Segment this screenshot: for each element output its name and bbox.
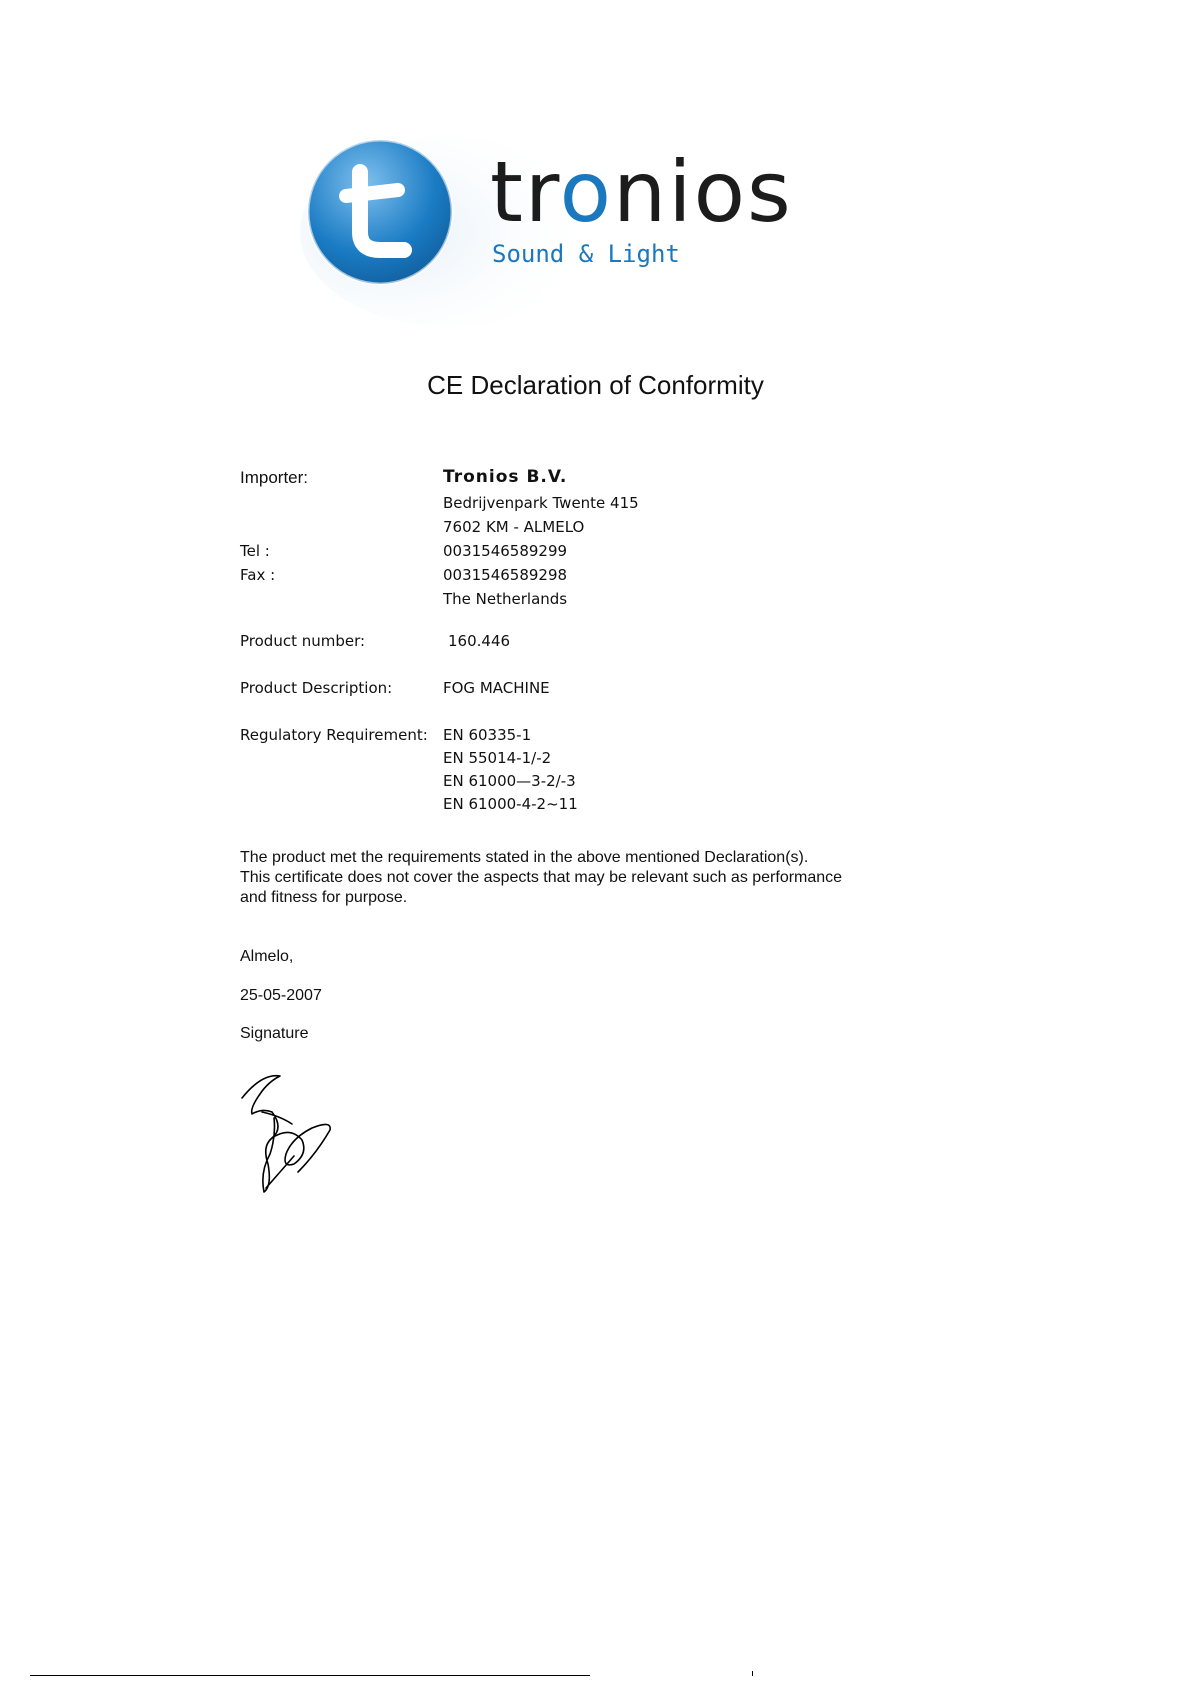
- importer-country: The Netherlands: [443, 590, 568, 608]
- requirement-item: EN 61000-4-2~11: [443, 795, 578, 813]
- requirement-item: EN 60335-1: [443, 726, 532, 744]
- fax-value: 0031546589298: [443, 566, 568, 584]
- tel-value: 0031546589299: [443, 542, 568, 560]
- footer-mark: [752, 1671, 753, 1676]
- tel-label: Tel :: [240, 542, 270, 560]
- regulatory-label: Regulatory Requirement:: [240, 726, 428, 744]
- product-number: 160.446: [448, 632, 511, 650]
- signature-label: Signature: [240, 1025, 309, 1042]
- importer-company: Tronios B.V.: [443, 467, 568, 487]
- logo-wordmark: tronios: [490, 143, 793, 241]
- requirement-item: EN 61000—3-2/-3: [443, 772, 576, 790]
- conformity-statement: [240, 848, 960, 908]
- document-title: CE Declaration of Conformity: [427, 370, 764, 400]
- footer-rule: [30, 1675, 590, 1676]
- logo-tagline: Sound & Light: [492, 240, 680, 268]
- importer-label: Importer:: [240, 468, 309, 487]
- importer-city: 7602 KM - ALMELO: [443, 518, 585, 536]
- signoff-place: Almelo,: [240, 948, 294, 965]
- statement-line: The product met the requirements stated in the above mentioned Declaration(s).: [240, 849, 809, 866]
- signoff-date: 25-05-2007: [240, 987, 322, 1004]
- product-description-label: Product Description:: [240, 679, 393, 697]
- statement-line: and fitness for purpose.: [240, 889, 408, 906]
- product-number-label: Product number:: [240, 632, 366, 650]
- fax-label: Fax :: [240, 566, 276, 584]
- requirement-item: EN 55014-1/-2: [443, 749, 552, 767]
- handwritten-signature: [232, 1068, 352, 1198]
- importer-street: Bedrijvenpark Twente 415: [443, 494, 639, 512]
- product-description: FOG MACHINE: [443, 679, 550, 697]
- statement-line: This certificate does not cover the aspects that may be relevant such as performance: [240, 869, 843, 886]
